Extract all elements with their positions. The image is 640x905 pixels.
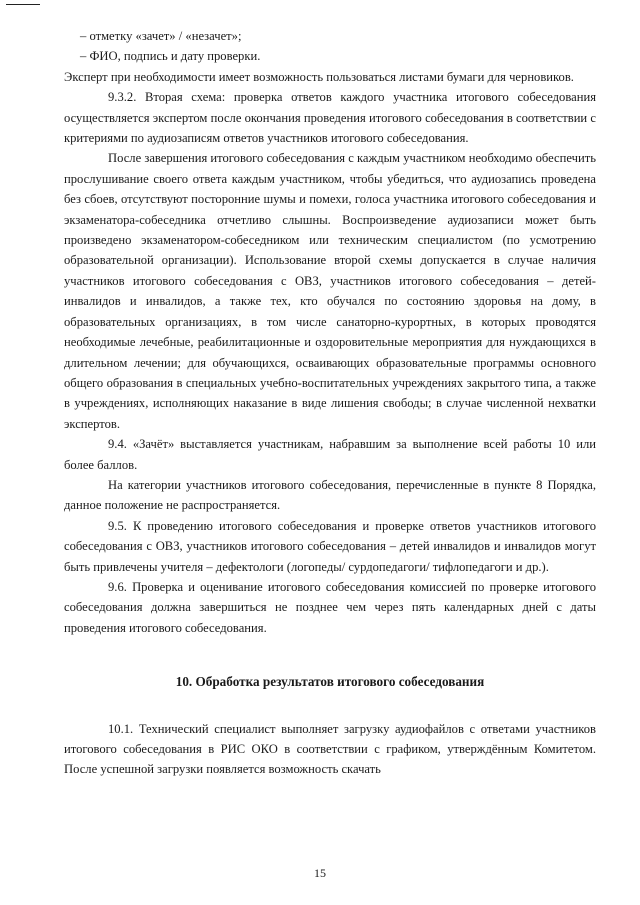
paragraph: Эксперт при необходимости имеет возможность пользоваться листами бумаги для черновиков. [64, 69, 574, 84]
section-heading: 10. Обработка результатов итогового собеседования [175, 674, 485, 690]
paragraph: 9.5. К проведению итогового собеседования и проверке ответов участников итогового собеседования с ОВЗ, участников итогового собеседования – детей инвалидов и инвалидов могут быть привлечены учителя – дефектологи (логопеды/ сурдопедагоги/ тифлопедагоги и др.). [64, 518, 596, 574]
paragraph: 9.4. «Зачёт» выставляется участникам, набравшим за выполнение всей работы 10 или более баллов. [64, 437, 596, 472]
paragraph: На категории участников итогового собеседования, перечисленные в пункте 8 Порядка, данное положение не распространяется. [64, 477, 596, 513]
list-item: – ФИО, подпись и дату проверки. [80, 49, 261, 64]
document-body [64, 26, 596, 780]
paragraph: 9.3.2. Вторая схема: проверка ответов каждого участника итогового собеседования осуществляется экспертом после окончания проведения итогового собеседования в соответствии с критериями по аудиозаписям ответов участников итогового собеседования. [64, 90, 596, 146]
page-number: 15 [314, 866, 326, 880]
paragraph: 9.6. Проверка и оценивание итогового собеседования комиссией по проверке итогового собеседования должна завершиться не позднее чем через пять календарных дней с даты проведения итогового собеседования. [64, 579, 596, 635]
paragraph: После завершения итогового собеседования с каждым участником необходимо обеспечить прослушивание своего ответа каждым участником, чтобы убедиться, что аудиозапись проведена без сбоев, отсутствуют посторонние шумы и помехи, голоса участника итогового собеседования и экзаменатора-собеседника отчетливо слышны. Воспроизведение аудиозаписи может быть произведено экзаменатором-собеседником или техническим специалистом (по усмотрению образовательной организации). Использование второй схемы допускается в случае наличия участников итогового собеседования с ОВЗ, участников итогового собеседования – детей-инвалидов и инвалидов, а также тех, кто обучался по состоянию здоровья на дому, в образовательных организациях, в том числе санаторно-курортных, в которых проводятся необходимые лечебные, реабилитационные и оздоровительные мероприятия для нуждающихся в длительном лечении; для обучающихся, осваивающих образовательные программы основного общего образования в специальных учебно-воспитательных учреждениях закрытого типа, а также в учреждениях, исполняющих наказание в виде лишения свободы; в случае численной нехватки экспертов. [64, 151, 596, 431]
list-item: – отметку «зачет» / «незачет»; [80, 29, 242, 43]
paragraph: 10.1. Технический специалист выполняет загрузку аудиофайлов с ответами участников итогового собеседования в РИС ОКО в соответствии с графиком, утверждённым Комитетом. После успешной загрузки появляется возможность скачать [64, 721, 596, 777]
scan-corner-line [6, 4, 40, 5]
